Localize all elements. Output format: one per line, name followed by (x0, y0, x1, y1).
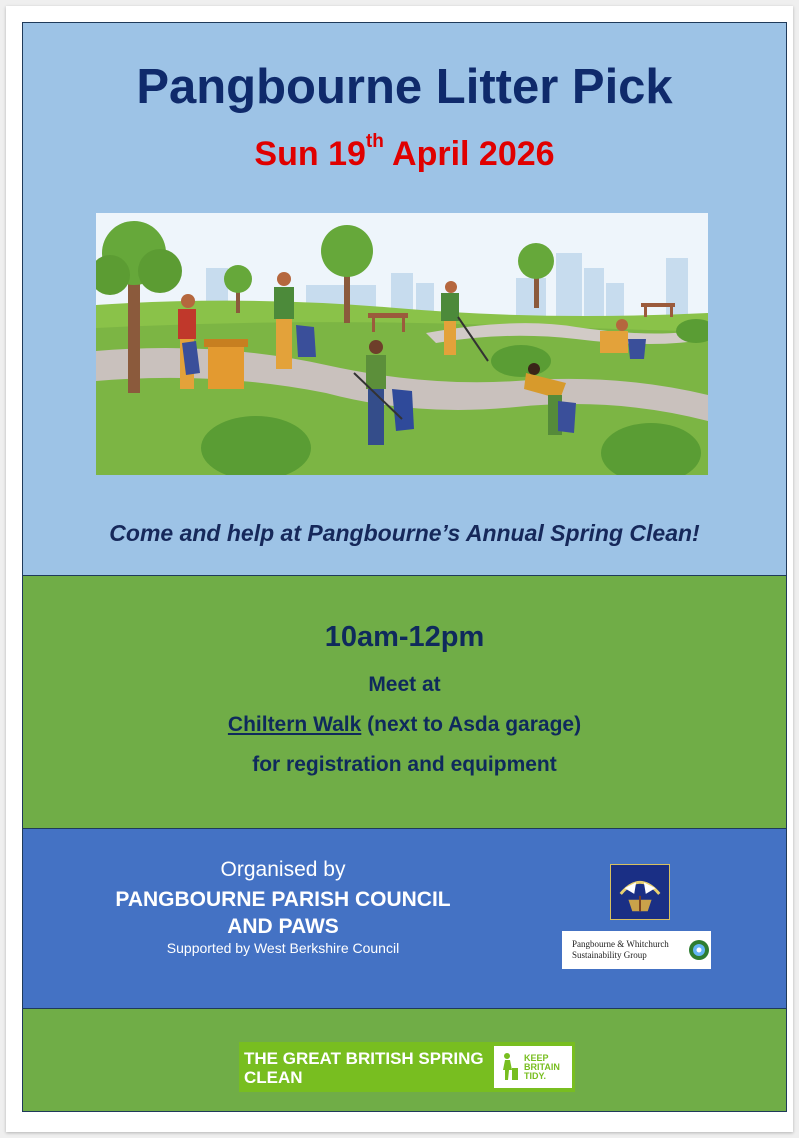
sustainability-group-logo (687, 937, 711, 963)
great-british-spring-clean-banner (239, 1042, 575, 1092)
litter-pick-illustration (96, 213, 708, 475)
sustainability-group-name: Pangbourne & Whitchurch Sustainability Group (572, 939, 669, 960)
organiser-names (63, 886, 503, 940)
event-date (23, 131, 786, 174)
keep-britain-tidy-badge (494, 1046, 572, 1088)
campaign-panel (22, 1008, 787, 1112)
organiser-line-2: AND PAWS (227, 915, 339, 938)
event-time: 10am-12pm (324, 621, 485, 653)
parish-crest-logo (610, 864, 670, 920)
organised-by-label: Organised by (220, 858, 346, 881)
location-note: (next to Asda garage) (361, 713, 582, 736)
date-day: Sun 19 (254, 135, 366, 173)
keep-britain-tidy-logo (500, 1052, 520, 1082)
poster-title: Pangbourne Litter Pick (136, 60, 673, 114)
date-month-year: April 2026 (383, 135, 555, 173)
date-suffix: th (365, 131, 384, 152)
organiser-line-1: PANGBOURNE PARISH COUNCIL (115, 888, 451, 911)
keep-britain-tidy-text: KEEP BRITAIN TIDY. (524, 1053, 560, 1081)
campaign-title: THE GREAT BRITISH SPRING CLEAN (244, 1049, 484, 1087)
registration-note: for registration and equipment (252, 753, 557, 776)
supporter-note: Supported by West Berkshire Council (166, 940, 400, 956)
location-link[interactable]: Chiltern Walk (227, 713, 362, 736)
meet-label: Meet at (368, 673, 441, 696)
organisers-panel (22, 828, 787, 1009)
tagline: Come and help at Pangbourne’s Annual Spring Clean! (109, 520, 700, 546)
details-panel (22, 575, 787, 829)
meeting-location (23, 713, 786, 737)
poster-page (6, 6, 793, 1132)
header-panel (22, 22, 787, 576)
sustainability-group-badge (562, 931, 711, 969)
